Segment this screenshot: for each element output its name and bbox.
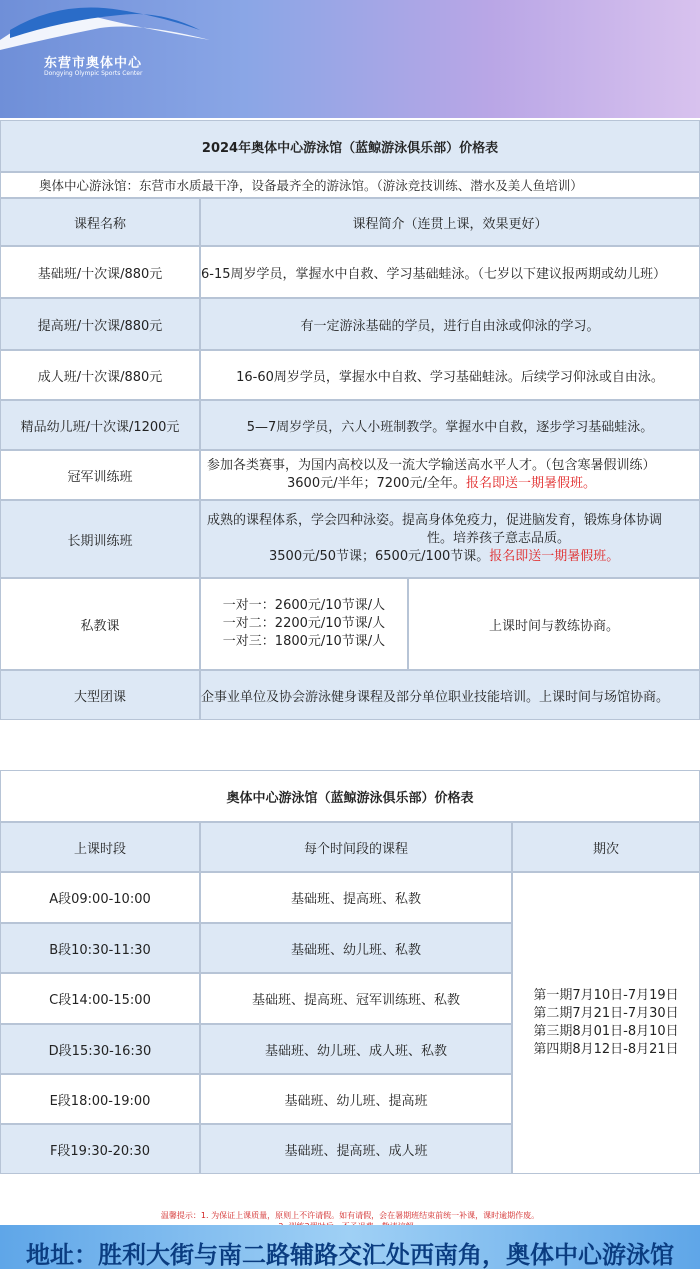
time-slot: C段14:00-15:00 bbox=[0, 973, 200, 1024]
session-item: 第二期7月21日-7月30日 bbox=[533, 1006, 679, 1021]
header-banner bbox=[0, 0, 700, 118]
longterm-line3 bbox=[207, 548, 619, 566]
private-note: 上课时间与教练协商。 bbox=[408, 578, 700, 670]
session-item: 第三期8月01日-8月10日 bbox=[533, 1024, 679, 1039]
champion-price: 3600元/半年；7200元/全年。 bbox=[287, 476, 466, 491]
col-session: 期次 bbox=[512, 822, 700, 872]
course-name: 长期训练班 bbox=[0, 500, 200, 578]
longterm-promo: 报名即送一期暑假班。 bbox=[489, 549, 620, 564]
private-prices bbox=[200, 578, 408, 670]
course-name: 基础班/十次课/880元 bbox=[0, 246, 200, 298]
course-name: 提高班/十次课/880元 bbox=[0, 298, 200, 350]
champion-line1: 参加各类赛事，为国内高校以及一流大学输送高水平人才。（包含寒暑假训练） bbox=[207, 458, 656, 473]
table2-title: 奥体中心游泳馆（蓝鲸游泳俱乐部）价格表 bbox=[0, 770, 700, 822]
session-item: 第一期7月10日-7月19日 bbox=[533, 988, 679, 1003]
longterm-line2: 性。培养孩子意志品质。 bbox=[427, 531, 571, 546]
private-price: 一对二：2200元/10节课/人 bbox=[222, 616, 386, 631]
footer-banner bbox=[0, 1225, 700, 1269]
course-name: 成人班/十次课/880元 bbox=[0, 350, 200, 400]
longterm-line1: 成熟的课程体系，学会四种泳姿。提高身体免疫力，促进脑发育，锻炼身体协调 bbox=[207, 513, 663, 528]
time-slot: B段10:30-11:30 bbox=[0, 923, 200, 973]
champion-desc bbox=[200, 450, 700, 500]
time-slot: F段19:30-20:30 bbox=[0, 1124, 200, 1174]
table1-title: 2024年奥体中心游泳馆（蓝鲸游泳俱乐部）价格表 bbox=[0, 120, 700, 172]
longterm-desc bbox=[200, 500, 700, 578]
col-course-desc: 课程简介（连贯上课，效果更好） bbox=[200, 198, 700, 246]
slot-courses: 基础班、提高班、私教 bbox=[200, 872, 512, 923]
slot-courses: 基础班、幼儿班、成人班、私教 bbox=[200, 1024, 512, 1074]
champion-promo: 报名即送一期暑假班。 bbox=[465, 476, 596, 491]
private-price: 一对一：2600元/10节课/人 bbox=[222, 598, 386, 613]
slot-courses: 基础班、提高班、冠军训练班、私教 bbox=[200, 973, 512, 1024]
longterm-price: 3500元/50节课；6500元/100节课。 bbox=[269, 549, 490, 564]
champion-line2 bbox=[207, 475, 596, 493]
session-list bbox=[512, 872, 700, 1174]
slot-courses: 基础班、幼儿班、提高班 bbox=[200, 1074, 512, 1124]
private-price: 一对三：1800元/10节课/人 bbox=[222, 634, 386, 649]
col-course-name: 课程名称 bbox=[0, 198, 200, 246]
course-desc: 有一定游泳基础的学员，进行自由泳或仰泳的学习。 bbox=[200, 298, 700, 350]
course-name: 大型团课 bbox=[0, 670, 200, 720]
footer-address: 地址：胜利大街与南二路辅路交汇处西南角，奥体中心游泳馆 bbox=[26, 1241, 674, 1269]
logo-title: 东营市奥体中心 bbox=[44, 56, 143, 71]
col-course: 每个时间段的课程 bbox=[200, 822, 512, 872]
logo-wave-icon bbox=[0, 0, 230, 60]
time-slot: D段15:30-16:30 bbox=[0, 1024, 200, 1074]
course-name: 冠军训练班 bbox=[0, 450, 200, 500]
table1-intro: 奥体中心游泳馆：东营市水质最干净，设备最齐全的游泳馆。（游泳竞技训练、潜水及美人鱼培训） bbox=[0, 172, 700, 198]
course-desc: 6-15周岁学员，掌握水中自救、学习基础蛙泳。（七岁以下建议报两期或幼儿班） bbox=[200, 246, 700, 298]
course-desc: 5—7周岁学员，六人小班制教学。掌握水中自救，逐步学习基础蛙泳。 bbox=[200, 400, 700, 450]
time-slot: E段18:00-19:00 bbox=[0, 1074, 200, 1124]
course-name: 精品幼儿班/十次课/1200元 bbox=[0, 400, 200, 450]
course-name: 私教课 bbox=[0, 578, 200, 670]
course-desc: 16-60周岁学员，掌握水中自救、学习基础蛙泳。后续学习仰泳或自由泳。 bbox=[200, 350, 700, 400]
slot-courses: 基础班、提高班、成人班 bbox=[200, 1124, 512, 1174]
col-time: 上课时段 bbox=[0, 822, 200, 872]
logo-subtitle: Dongying Olympic Sports Center bbox=[44, 70, 143, 77]
session-item: 第四期8月12日-8月21日 bbox=[533, 1042, 679, 1057]
slot-courses: 基础班、幼儿班、私教 bbox=[200, 923, 512, 973]
time-slot: A段09:00-10:00 bbox=[0, 872, 200, 923]
notice-line1: 温馨提示：1. 为保证上课质量，原则上不许请假。如有请假，会在暑期班结束前统一补课，课时逾期作废。 bbox=[160, 1211, 540, 1220]
course-desc: 企事业单位及协会游泳健身课程及部分单位职业技能培训。上课时间与场馆协商。 bbox=[200, 670, 700, 720]
